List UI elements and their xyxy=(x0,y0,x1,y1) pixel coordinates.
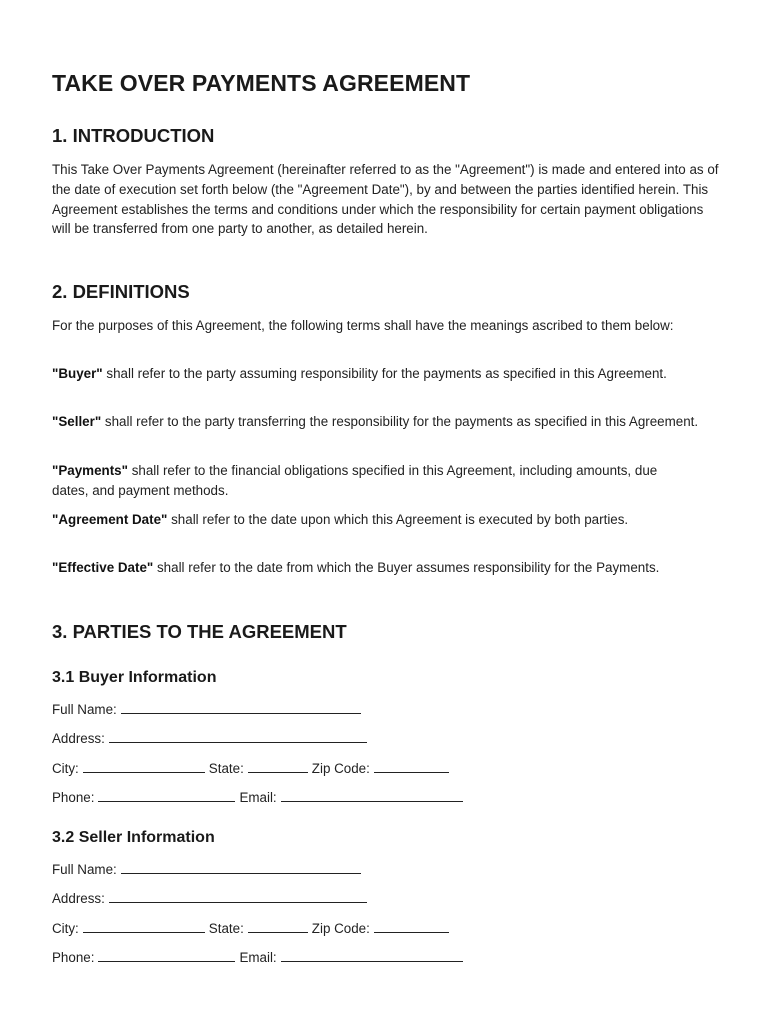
seller-email-field[interactable] xyxy=(281,949,463,962)
seller-full-name-field[interactable] xyxy=(121,861,361,874)
definition-term: "Agreement Date" xyxy=(52,512,168,527)
buyer-zip-label: Zip Code: xyxy=(311,761,370,776)
seller-city-state-zip-row xyxy=(52,919,449,938)
definition-term: "Payments" xyxy=(52,463,128,478)
seller-state-label: State: xyxy=(208,921,244,936)
definition-term: "Effective Date" xyxy=(52,560,154,575)
definition-text: shall refer to the party assuming responsibility for the payments as specified in this Agreement. xyxy=(102,366,667,381)
buyer-city-state-zip-row xyxy=(52,759,449,778)
seller-address-label: Address: xyxy=(52,891,105,906)
buyer-city-field[interactable] xyxy=(83,760,205,773)
document-title: TAKE OVER PAYMENTS AGREEMENT xyxy=(52,70,471,96)
buyer-phone-label: Phone: xyxy=(52,790,95,805)
definition-seller xyxy=(52,412,722,432)
intro-heading: 1. INTRODUCTION xyxy=(52,125,215,146)
seller-email-label: Email: xyxy=(239,950,277,965)
definition-term: "Buyer" xyxy=(52,366,103,381)
definition-payments xyxy=(52,461,692,501)
buyer-email-field[interactable] xyxy=(281,789,463,802)
buyer-full-name-label: Full Name: xyxy=(52,702,117,717)
seller-city-label: City: xyxy=(52,921,79,936)
seller-phone-label: Phone: xyxy=(52,950,95,965)
buyer-address-label: Address: xyxy=(52,731,105,746)
definition-buyer xyxy=(52,364,702,384)
definition-text: shall refer to the date from which the Buyer assumes responsibility for the Payments. xyxy=(153,560,660,575)
definition-text: shall refer to the party transferring the responsibility for the payments as specified in this Agreement. xyxy=(101,414,699,429)
definition-text: shall refer to the financial obligations specified in this Agreement, including amounts, due dates, and payment methods. xyxy=(52,463,658,498)
seller-phone-email-row xyxy=(52,948,463,967)
seller-full-name-row xyxy=(52,860,361,879)
buyer-address-field[interactable] xyxy=(109,730,367,743)
buyer-email-label: Email: xyxy=(239,790,277,805)
buyer-full-name-field[interactable] xyxy=(121,701,361,714)
buyer-zip-field[interactable] xyxy=(374,760,449,773)
definition-term: "Seller" xyxy=(52,414,102,429)
definitions-lead: For the purposes of this Agreement, the following terms shall have the meanings ascribed to them below: xyxy=(52,318,674,333)
definition-text: shall refer to the date upon which this Agreement is executed by both parties. xyxy=(167,512,629,527)
parties-heading: 3. PARTIES TO THE AGREEMENT xyxy=(52,621,347,642)
definition-effective-date xyxy=(52,558,702,578)
seller-address-row xyxy=(52,889,367,908)
seller-state-field[interactable] xyxy=(248,920,308,933)
intro-paragraph: This Take Over Payments Agreement (hereinafter referred to as the "Agreement") is made and entered into as of the date of execution set forth below (the "Agreement Date"), by and between the parties identified herein. This Agreement establishes the terms and conditions under which the responsibility for certain payment obligations will be transferred from one party to another, as detailed herein. xyxy=(52,162,719,237)
buyer-phone-field[interactable] xyxy=(98,789,235,802)
definitions-heading: 2. DEFINITIONS xyxy=(52,281,190,302)
seller-phone-field[interactable] xyxy=(98,949,235,962)
seller-zip-label: Zip Code: xyxy=(311,921,370,936)
seller-full-name-label: Full Name: xyxy=(52,862,117,877)
buyer-address-row xyxy=(52,729,367,748)
buyer-state-label: State: xyxy=(208,761,244,776)
seller-city-field[interactable] xyxy=(83,920,205,933)
buyer-full-name-row xyxy=(52,700,361,719)
seller-info-heading: 3.2 Seller Information xyxy=(52,829,215,846)
buyer-phone-email-row xyxy=(52,788,463,807)
buyer-info-heading: 3.1 Buyer Information xyxy=(52,669,217,686)
buyer-state-field[interactable] xyxy=(248,760,308,773)
definition-agreement-date xyxy=(52,510,692,530)
buyer-city-label: City: xyxy=(52,761,79,776)
seller-address-field[interactable] xyxy=(109,890,367,903)
seller-zip-field[interactable] xyxy=(374,920,449,933)
